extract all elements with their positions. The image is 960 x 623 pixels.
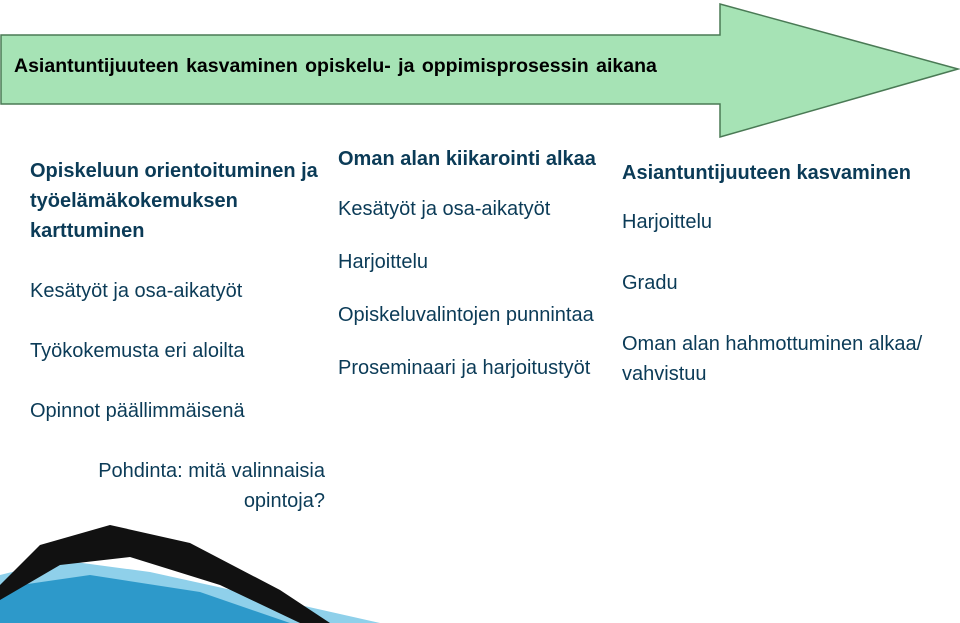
list-item: Kesätyöt ja osa-aikatyöt (338, 198, 551, 220)
list-item: Opinnot päällimmäisenä (30, 400, 245, 422)
list-item: Opiskeluvalintojen punnintaa (338, 304, 594, 326)
list-item: Oman alan hahmottuminen alkaa/ vahvistuu (622, 333, 923, 385)
list-item: Harjoittelu (338, 251, 429, 273)
list-item: Proseminaari ja harjoitustyöt (338, 357, 591, 379)
list-item: Harjoittelu (622, 211, 713, 233)
column-heading: Asiantuntijuuteen kasvaminen (622, 162, 911, 184)
column-heading: Opiskeluun orientoituminen ja työelämäkokemuksen karttuminen (30, 160, 318, 242)
column-heading: Oman alan kiikarointi alkaa (338, 148, 596, 170)
reflection-text: Pohdinta: mitä valinnaisia opintoja? (98, 460, 325, 512)
list-item: Kesätyöt ja osa-aikatyöt (30, 280, 243, 302)
arrow-title: Asiantuntijuuteen kasvaminen opiskelu- ja oppimisprosessin aikana (14, 55, 657, 77)
list-item: Työkokemusta eri aloilta (30, 340, 245, 362)
list-item: Gradu (622, 272, 678, 294)
